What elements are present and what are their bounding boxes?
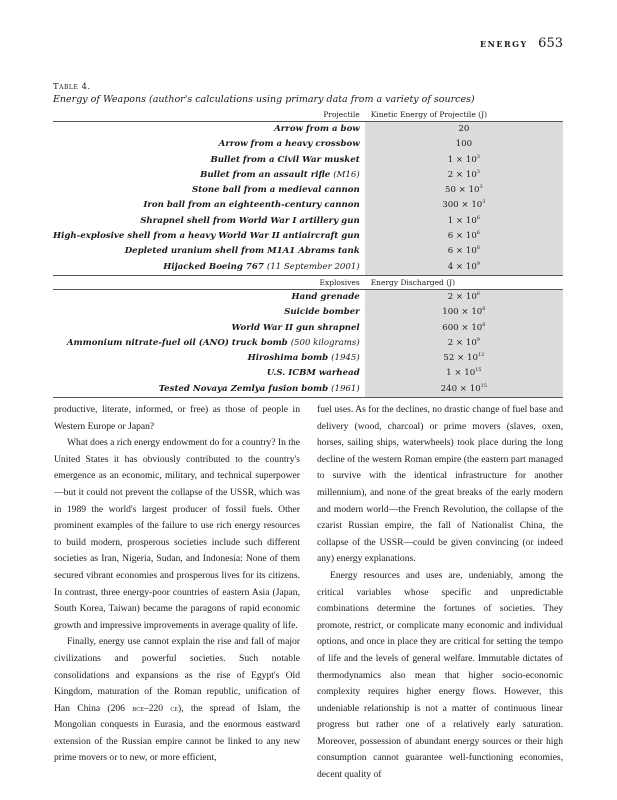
table-row [53,336,563,351]
energy-value [365,214,563,229]
row-label [53,351,365,366]
text-run: –220 [143,702,171,714]
section-title: energy [479,37,528,50]
value-mantissa: 300 × 10 [442,200,483,211]
row-label [53,122,365,138]
item-name: Stone ball from a medieval cannon [191,185,360,196]
value-exponent: 6 [476,230,480,237]
table-row [53,321,563,336]
table-row [53,382,563,398]
value-mantissa: 2 × 10 [447,169,477,180]
value-mantissa: 6 × 10 [447,231,477,242]
energy-value [365,260,563,276]
text-run: Finally, energy use cannot explain the rise and fall of major civilizations and powerful societies. Such notable consolidations and expansions as the rise of Egypt's Old Kingdom, maturation of the Roman republic, unification of Han China (206 [54,636,300,714]
value-exponent: 3 [476,168,480,175]
value-exponent: 3 [482,199,486,206]
value-exponent: 15 [480,382,488,389]
item-name: Depleted uranium shell from M1A1 Abrams tank [124,246,360,257]
table-row [53,351,563,366]
value-exponent: 6 [476,214,480,221]
table-row [53,229,563,244]
text-column-left [54,402,300,767]
running-header [480,36,563,51]
energy-value [365,122,563,138]
text-column-right [317,402,563,784]
row-label [53,305,365,320]
table-caption: Energy of Weapons (author's calculations using primary data from a variety of sources) [53,94,475,105]
item-note: (1961) [331,383,360,394]
table-row [53,198,563,213]
item-name: Arrow from a heavy crossbow [218,139,360,150]
value-mantissa: 50 × 10 [444,185,480,196]
item-name: Hand grenade [291,291,360,302]
page-number: 653 [538,36,563,51]
text-run: ), the spread of Islam, the Mongolian conquests in Eurasia, and the enormous eastward extension of the Russian empire cannot be linked to any new prime movers or to new, or more efficient, [54,702,300,764]
row-label [53,382,365,398]
paragraph: Energy resources and uses are, undeniably, among the critical variables whose specific and unpredictable combinations determine the fortunes of societies. They promote, restrict, or complicate many economic and individual options, and once in place they are critical for setting the tempo of life and the levels of general welfare. Immutable dictates of thermodynamics also mean that higher socio-economic complexity requires higher energy flows. However, this undeniable relationship is not a matter of continuous linear progress but rather one of a relatively early saturation. Moreover, possession of abundant energy sources or their high consumption cannot guarantee well-functioning economies, decent quality of [317,569,563,781]
column-header: Energy Discharged (J) [365,275,563,289]
table-row [53,366,563,381]
item-name: Arrow from a bow [274,124,360,134]
value-exponent: 3 [476,153,480,160]
energy-value [365,321,563,336]
value-mantissa: 4 × 10 [447,261,477,272]
energy-value [365,305,563,320]
value-mantissa: 2 × 10 [447,337,477,348]
table-row [53,168,563,183]
value-mantissa: 1 × 10 [447,154,477,165]
row-label [53,183,365,198]
value-mantissa: 20 [458,124,470,134]
table-row [53,153,563,168]
energy-value [365,137,563,152]
item-name: World War II gun shrapnel [231,322,360,333]
table-row [53,305,563,320]
paragraph: productive, literate, informed, or free) as those of people in Western Europe or Japan? [54,404,300,432]
column-header: Projectile [53,108,365,122]
column-header: Explosives [53,275,365,289]
table-row [53,137,563,152]
table-header-row [53,108,563,122]
value-mantissa: 100 [455,139,473,150]
table-label: Table 4. [53,82,91,92]
row-label [53,366,365,381]
energy-value [365,351,563,366]
energy-value [365,168,563,183]
value-exponent: 15 [475,367,482,374]
row-label [53,168,365,183]
item-name: Suicide bomber [284,307,360,318]
row-label [53,198,365,213]
value-mantissa: 600 × 10 [442,322,483,333]
table-row [53,122,563,138]
value-exponent: 6 [476,245,480,252]
value-mantissa: 52 × 10 [443,353,478,364]
row-label [53,321,365,336]
item-name: Bullet from an assault rifle [200,169,331,180]
energy-value [365,336,563,351]
table-row [53,214,563,229]
row-label [53,260,365,276]
value-mantissa: 240 × 10 [440,383,481,394]
row-label [53,244,365,259]
row-label [53,336,365,351]
value-mantissa: 1 × 10 [446,368,476,379]
item-name: Shrapnel shell from World War I artillery gun [140,215,360,226]
item-name: Ammonium nitrate-fuel oil (ANO) truck bomb [66,337,288,348]
weapons-energy-table [53,108,563,398]
item-name: Hijacked Boeing 767 [163,261,264,272]
item-name: U.S. ICBM warhead [266,368,360,379]
row-label [53,214,365,229]
value-exponent: 6 [476,290,480,297]
row-label [53,229,365,244]
energy-value [365,289,563,305]
value-exponent: 9 [476,336,480,343]
table-row [53,244,563,259]
energy-value [365,366,563,381]
item-name: Tested Novaya Zemlya fusion bomb [158,383,329,394]
item-name: Hiroshima bomb [247,353,329,364]
row-label [53,153,365,168]
energy-value [365,198,563,213]
paragraph: What does a rich energy endowment do for a country? In the United States it has obviously contributed to the country's emergence as an economic, military, and technical superpower—but it could not prevent the collapse of the USSR, which was in 1989 the world's largest producer of fossil fuels. Other prominent examples of the failure to use rich energy resources to build modern, prosperous societies include such different societies as Iran, Nigeria, Sudan, and Indonesia: None of them secured vibrant economies and prosperous lives for its citizens. In contrast, three energy-poor countries of eastern Asia (Japan, South Korea, Taiwan) became the paragons of rapid economic growth and impressive improvements in average quality of life. [54,437,300,631]
value-exponent: 9 [476,260,480,267]
value-mantissa: 2 × 10 [447,291,477,302]
energy-value [365,153,563,168]
value-exponent: 6 [482,321,486,328]
table-row [53,260,563,276]
item-name: Bullet from a Civil War musket [210,154,360,165]
energy-value [365,229,563,244]
item-name: Iron ball from an eighteenth-century cannon [143,200,360,211]
row-label [53,289,365,305]
table-row [53,183,563,198]
value-mantissa: 1 × 10 [447,215,477,226]
row-label [53,137,365,152]
item-note: (500 kilograms) [290,337,360,348]
value-exponent: 6 [482,306,486,313]
energy-value [365,244,563,259]
paragraph: fuel uses. As for the declines, no drastic change of fuel base and delivery (wood, charcoal) or prime movers (slaves, oxen, horses, sailing ships, waterwheels) took place during the long decline of the western Roman empire (the eastern part managed to survive with the identical infrastructure for another millennium), and none of the great breaks of the early modern and modern world—the French Revolution, the collapse of the czarist Russian empire, the fall of Nationalist China, the collapse of the USSR—could be given convincing (or indeed any) energy explanations. [317,404,563,565]
energy-value [365,382,563,398]
item-note: (11 September 2001) [266,261,360,272]
item-note: (1945) [331,353,360,364]
energy-value [365,183,563,198]
value-exponent: 3 [479,184,483,191]
value-exponent: 12 [477,352,485,359]
paragraph [54,634,300,767]
table-row [53,289,563,305]
era-abbrev: bce [132,703,144,713]
table-header-row [53,275,563,289]
item-note: (M16) [333,169,360,180]
value-mantissa: 6 × 10 [447,246,477,257]
era-abbrev: ce [170,703,178,713]
value-mantissa: 100 × 10 [442,307,483,318]
column-header: Kinetic Energy of Projectile (J) [365,108,563,122]
item-name: High-explosive shell from a heavy World War II antiaircraft gun [53,231,360,242]
